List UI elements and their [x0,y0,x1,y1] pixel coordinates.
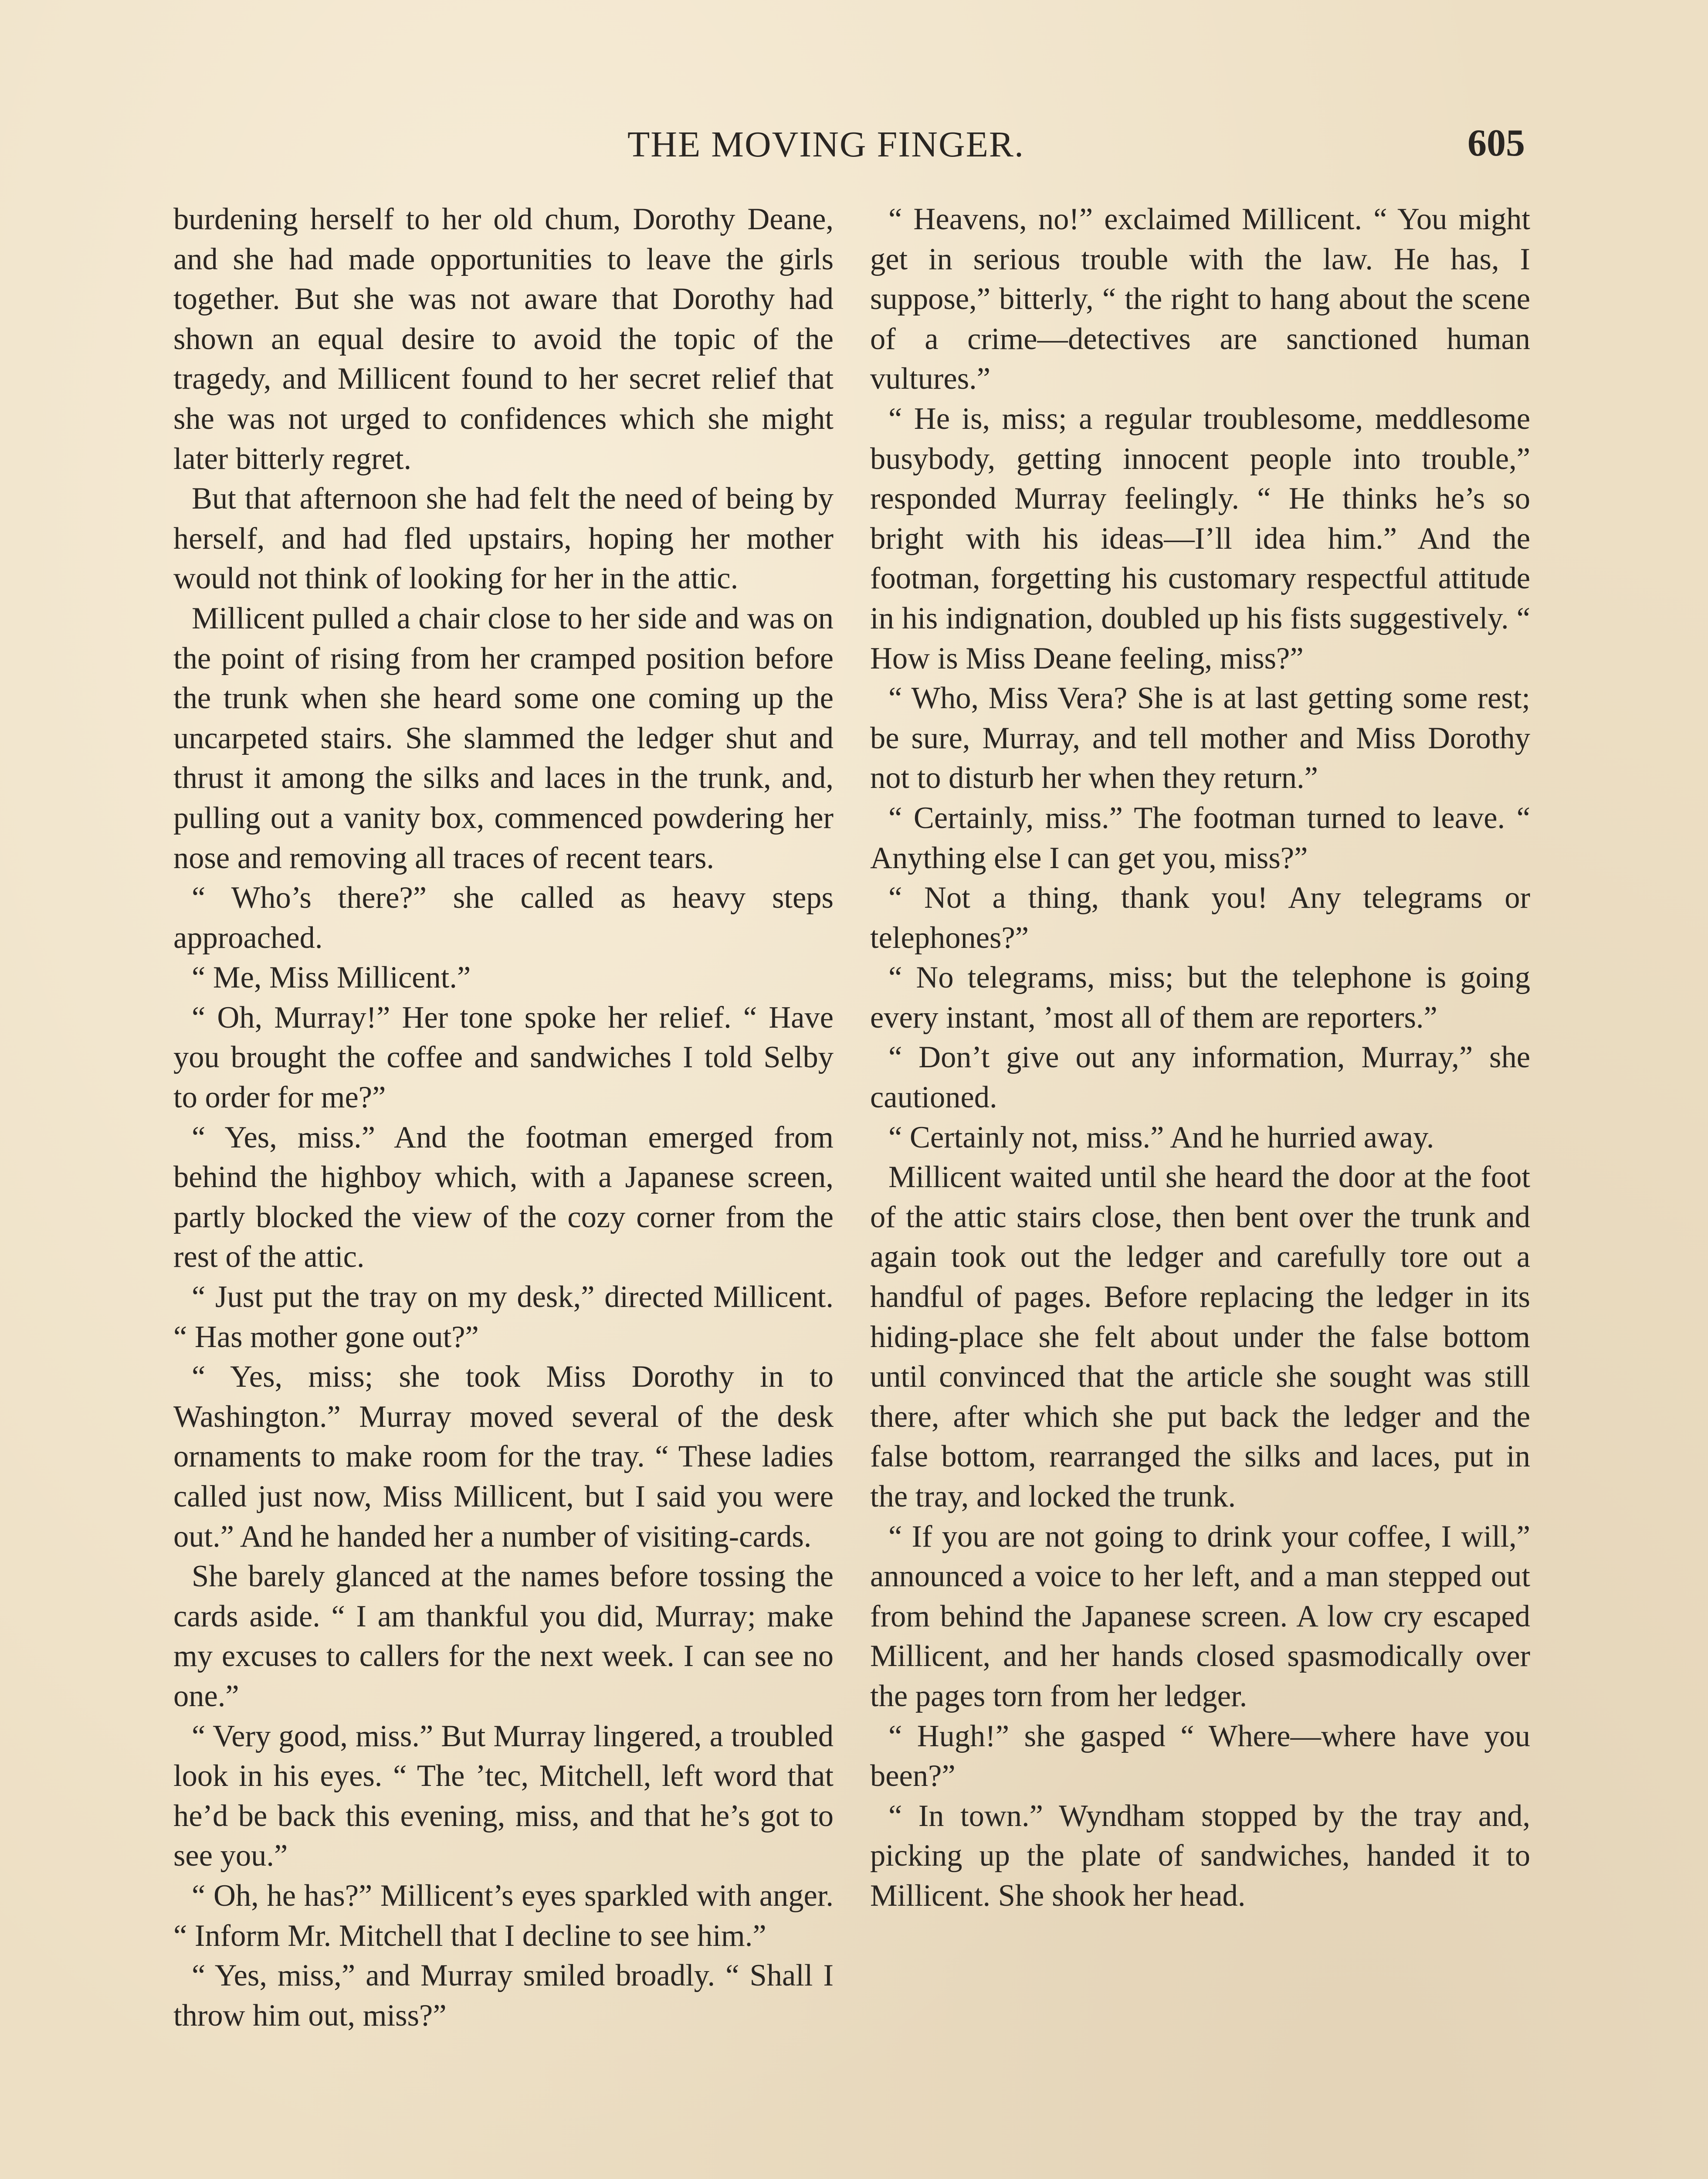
paragraph: “ Very good, miss.” But Murray lingered, a troubled look in his eyes. “ The ’tec, Mitchell, left word that he’d be back this evening, miss, and that he’s got to see you.” [173,1719,834,1873]
paragraph: “ He is, miss; a regular troublesome, meddlesome busybody, getting innocent people into trouble,” responded Murray feelingly. “ He thinks he’s so bright with his ideas—I’ll idea him.” And the footman, forgetting his customary respectful attitude in his indignation, doubled up his fists suggestively. “ How is Miss Deane feeling, miss?” [870,401,1530,675]
paragraph: “ In town.” Wyndham stopped by the tray and, picking up the plate of sandwiches, handed it to Millicent. She shook her head. [870,1799,1530,1913]
paragraph: “ Who, Miss Vera? She is at last getting some rest; be sure, Murray, and tell mother and Miss Dorothy not to disturb her when they return.” [870,681,1530,795]
paragraph: “ No telegrams, miss; but the telephone is going every instant, ’most all of them are reporters.” [870,961,1530,1035]
paragraph: But that afternoon she had felt the need of being by herself, and had fled upstairs, hoping her mother would not think of looking for her in the attic. [173,482,834,596]
paragraph: “ Don’t give out any information, Murray,” she cautioned. [870,1040,1530,1115]
running-header-title: THE MOVING FINGER. [627,124,1024,165]
paragraph: “ Who’s there?” she called as heavy steps approached. [173,881,834,955]
paragraph: “ If you are not going to drink your coffee, I will,” announced a voice to her left, and a man stepped out from behind the Japanese screen. A low cry escaped Millicent, and her hands closed spasmodically over the pages torn from her ledger. [870,1519,1530,1713]
paragraph: She barely glanced at the names before tossing the cards aside. “ I am thankful you did, Murray; make my excuses to callers for the next week. I can see no one.” [173,1559,834,1713]
page-number: 605 [1467,122,1525,164]
paragraph: “ Oh, he has?” Millicent’s eyes sparkled with anger. “ Inform Mr. Mitchell that I decline to see him.” [173,1878,834,1953]
paragraph: “ Certainly, miss.” The footman turned to leave. “ Anything else I can get you, miss?” [870,801,1530,875]
paragraph: “ Yes, miss; she took Miss Dorothy in to Washington.” Murray moved several of the desk ornaments to make room for the tray. “ These ladies called just now, Miss Millicent, but I said you were out.” And he handed her a number of visiting-cards. [173,1360,834,1554]
paragraph: “ Not a thing, thank you! Any telegrams or telephones?” [870,881,1530,955]
paragraph: “ Hugh!” she gasped “ Where—where have you been?” [870,1719,1530,1793]
paragraph: Millicent pulled a chair close to her side and was on the point of rising from her cramped position before the trunk when she heard some one coming up the uncarpeted stairs. She slammed the ledger shut and thrust it among the silks and laces in the trunk, and, pulling out a vanity box, commenced powdering her nose and removing all traces of recent tears. [173,601,834,875]
paragraph: “ Heavens, no!” exclaimed Millicent. “ You might get in serious trouble with the law. He has, I suppose,” bitterly, “ the right to hang about the scene of a crime—detectives are sanctioned human vultures.” [870,202,1530,396]
paragraph: burdening herself to her old chum, Dorothy Deane, and she had made opportunities to leave the girls together. But she was not aware that Dorothy had shown an equal desire to avoid the topic of the tragedy, and Millicent found to her secret relief that she was not urged to confidences which she might later bitterly regret. [173,202,834,476]
paragraph: Millicent waited until she heard the door at the foot of the attic stairs close, then bent over the trunk and again took out the ledger and carefully tore out a handful of pages. Before replacing the ledger in its hiding-place she felt about under the false bottom until convinced that the article she sought was still there, after which she put back the ledger and the false bottom, rearranged the silks and laces, put in the tray, and locked the trunk. [870,1160,1530,1514]
paragraph: “ Certainly not, miss.” And he hurried away. [888,1120,1434,1154]
paragraph: “ Yes, miss.” And the footman emerged from behind the highboy which, with a Japanese screen, partly blocked the view of the cozy corner from the rest of the attic. [173,1120,834,1274]
right-text-column [870,200,1530,1916]
paragraph: “ Oh, Murray!” Her tone spoke her relief. “ Have you brought the coffee and sandwiches I told Selby to order for me?” [173,1000,834,1115]
paragraph: “ Me, Miss Millicent.” [192,961,471,995]
left-text-column [173,200,834,2036]
paragraph: “ Just put the tray on my desk,” directed Millicent. “ Has mother gone out?” [173,1280,834,1354]
paragraph: “ Yes, miss,” and Murray smiled broadly. “ Shall I throw him out, miss?” [173,1958,834,2033]
